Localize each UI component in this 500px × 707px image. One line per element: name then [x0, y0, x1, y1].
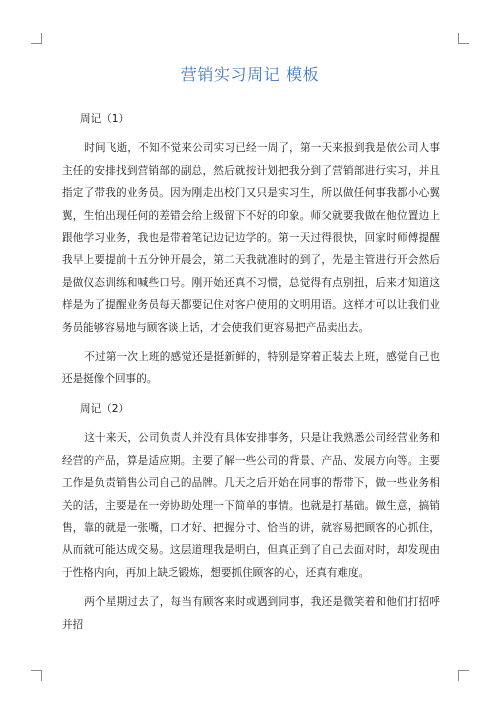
entry-heading-2: 周记（2） — [80, 402, 130, 415]
crop-mark-bottom-left — [31, 670, 42, 681]
document-body — [62, 108, 440, 636]
crop-mark-bottom-right — [458, 670, 469, 681]
paragraph: 时间飞逝，不知不觉来公司实习已经一周了，第一天来报到我是依公司人事主任的安排找到营销部的副总，然后就按计划把我分到了营销部进行实习，并且指定了带我的业务员。因为刚走出校门又只是实习生，所以做任何事我都小心翼翼，生怕出现任何的差错会给上级留下不好的印象。师父就要我做在他位置边上跟他学习业务，我也是带着笔记边记边学的。第一天过得很快，回家时师傅提醒我早上要提前十五分钟开晨会，第二天我就准时的到了，先是主管进行开会然后是做仪态训练和喊些口号。刚开始还真不习惯，总觉得有点别扭，后来才知道这样是为了提醒业务员每天都要记住对客户使用的文明用语。这样才可以让我们业务员能够容易地与顾客谈上话，才会使我们更容易把产品卖出去。 — [62, 142, 440, 334]
paragraph: 这十来天，公司负责人并没有具体安排事务，只是让我熟悉公司经营业务和经营的产品，算是适应期。主要了解一些公司的背景、产品、发展方向等。主要工作是负责销售公司自己的品牌。几天之后开始在同事的帮带下，做一些业务相关的活，主要是在一旁协助处理一下简单的事情。也就是打基础。做生意，搞销售，靠的就是一张嘴，口才好、把握分寸、恰当的讲，就容易把顾客的心抓住，从而就可能达成交易。这层道理我是明白，但真正到了自己去面对时，却发现由于性格内向，再加上缺乏锻炼，想要抓住顾客的心，还真有难度。 — [62, 432, 440, 579]
entry-heading-1: 周记（1） — [80, 113, 130, 125]
paragraph: 不过第一次上班的感觉还是挺新鲜的，特别是穿着正装去上班，感觉自己也还是挺像个回事的。 — [62, 351, 440, 386]
document-title: 营销实习周记 模板 — [180, 65, 320, 84]
paragraph: 两个星期过去了，每当有顾客来时或遇到同事，我还是微笑着和他们打招呼并招 — [62, 596, 440, 631]
crop-mark-top-right — [458, 33, 469, 44]
crop-mark-top-left — [31, 33, 42, 44]
